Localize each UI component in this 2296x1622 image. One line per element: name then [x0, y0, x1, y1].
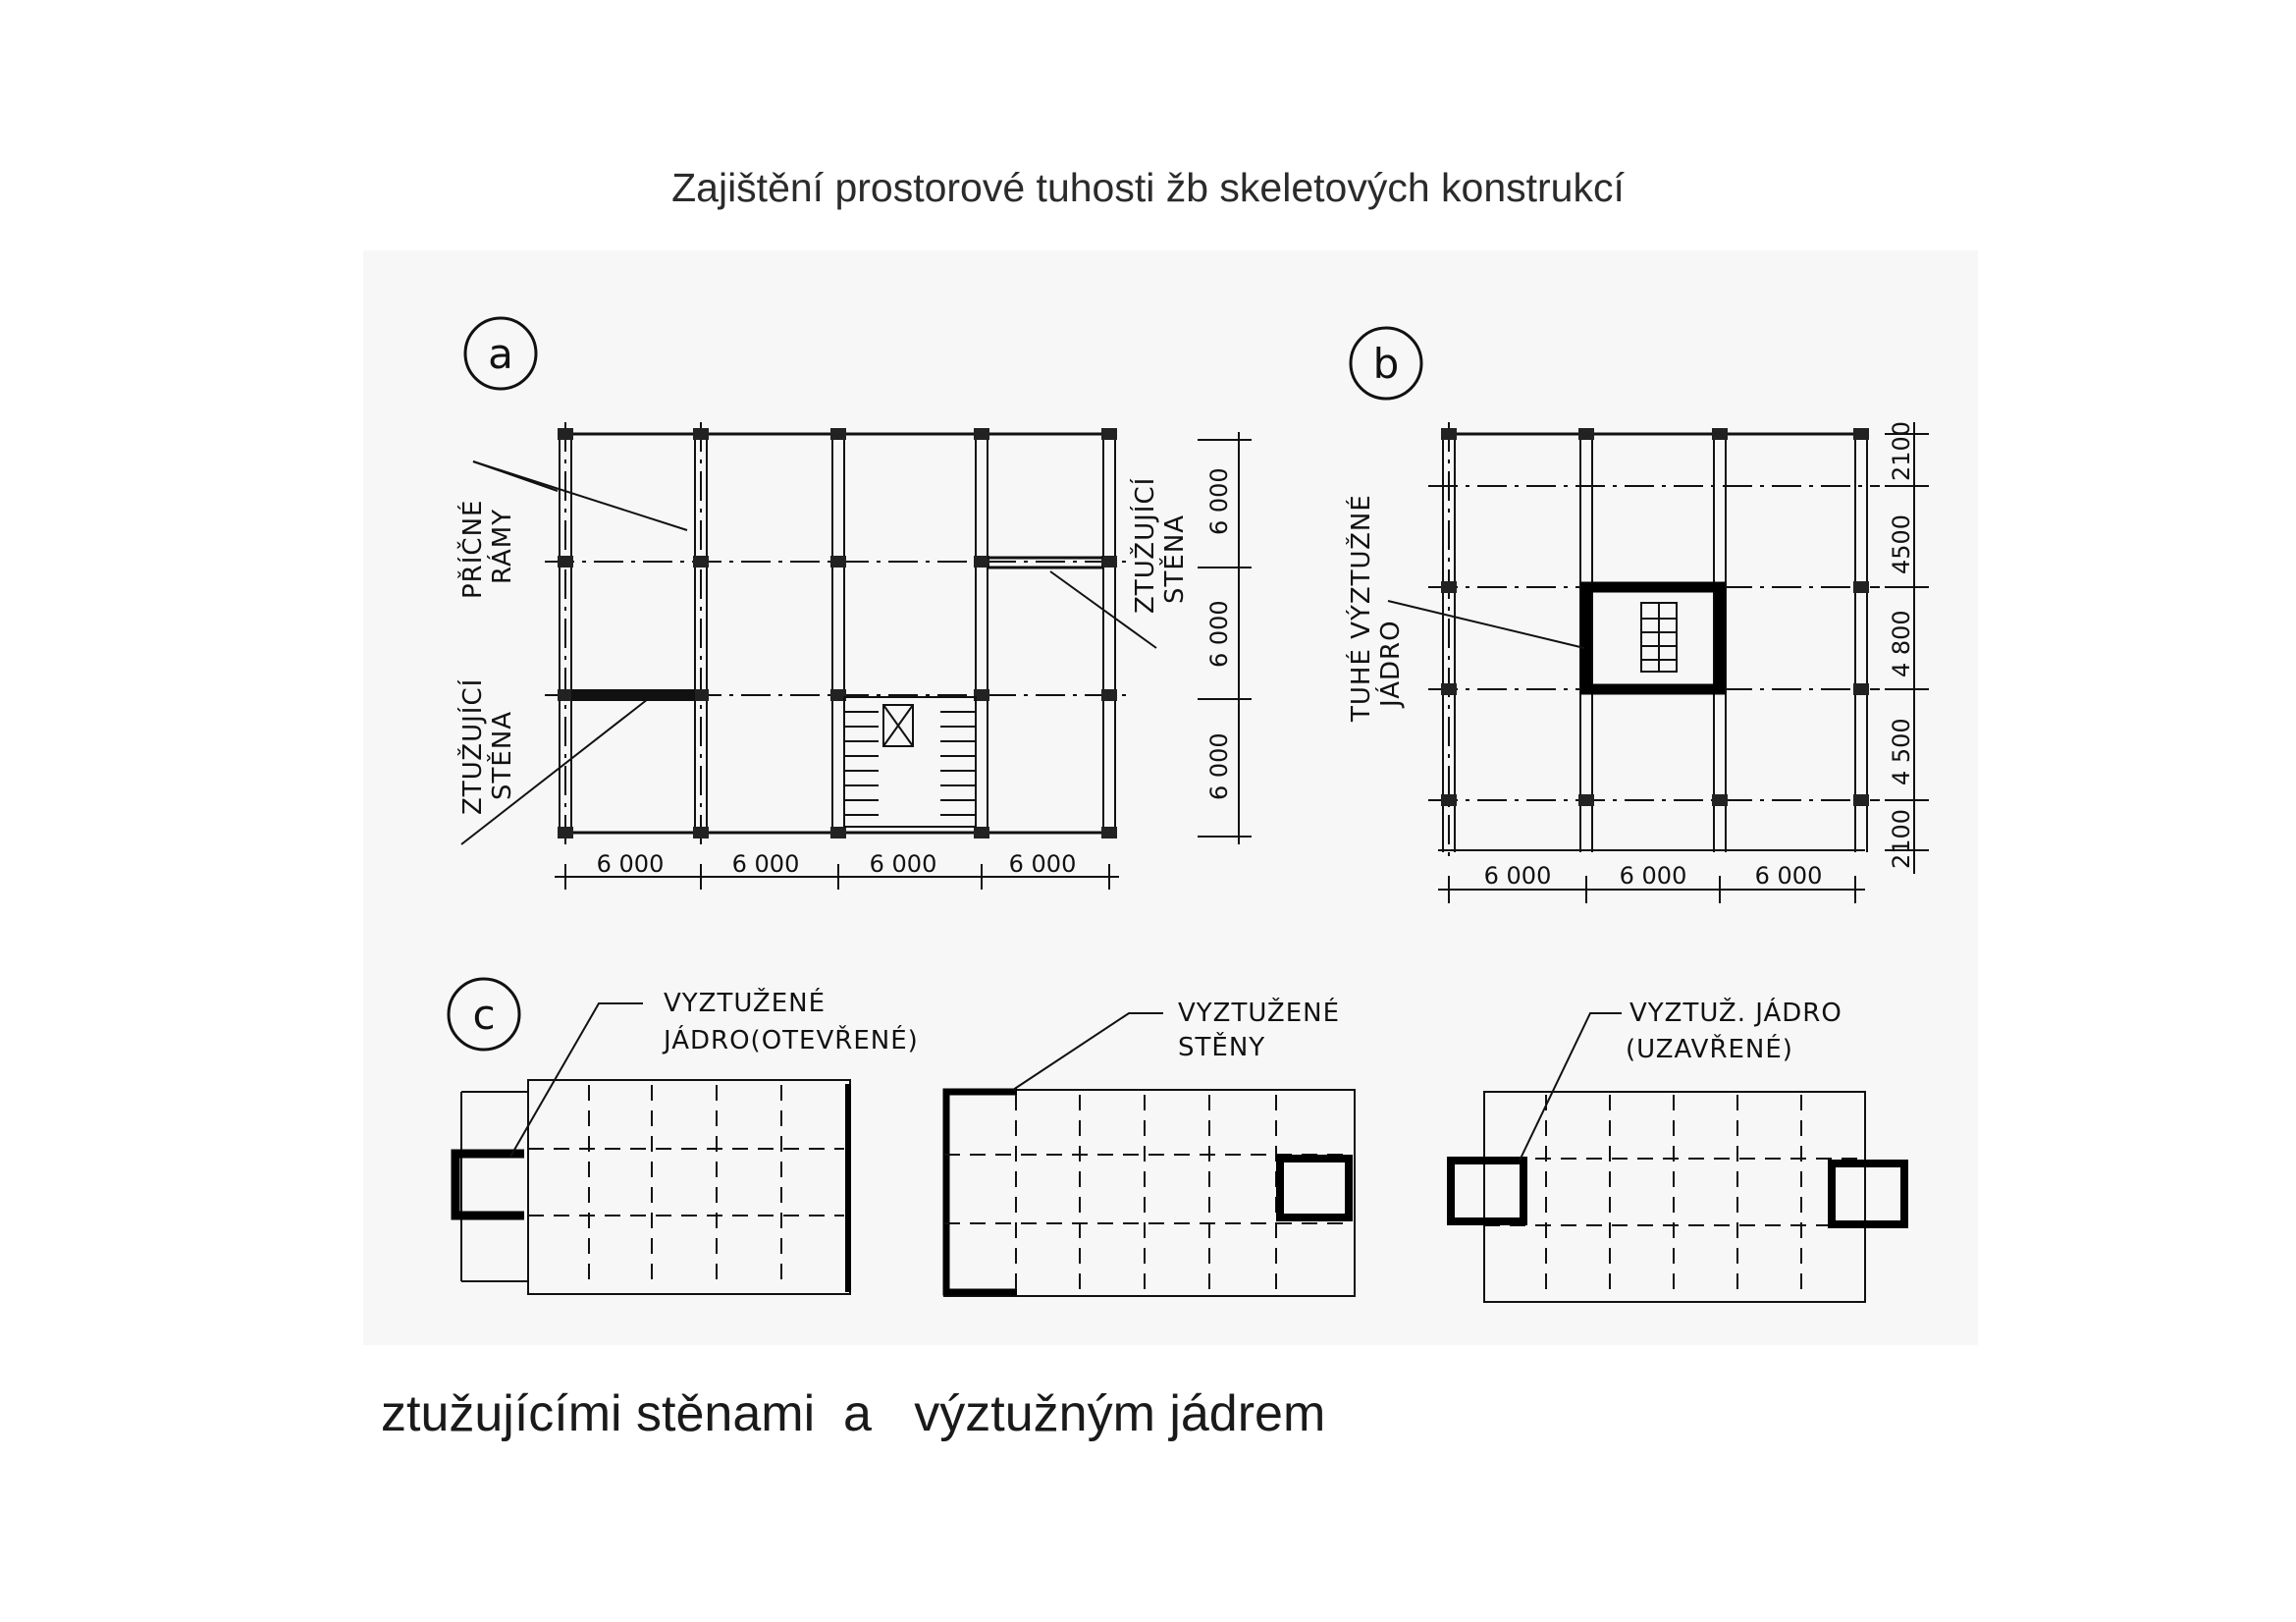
panel-a-dim-bottom-4: 6 000 [1008, 850, 1077, 878]
panel-b-dim-right-4: 4 500 [1888, 718, 1915, 785]
panel-c-closed-core-label-2: (UZAVŘENÉ) [1626, 1035, 1793, 1064]
panel-c-walls-label-1: VYZTUŽENÉ [1178, 999, 1341, 1028]
panel-c-open-core-label-1: VYZTUŽENÉ [664, 989, 827, 1018]
panel-c-tag: c [472, 991, 496, 1039]
panel-b-dim-right-2: 4500 [1888, 514, 1915, 574]
panel-b-dim-bottom-1: 6 000 [1483, 862, 1552, 890]
panel-a-frames-label-1: PŘÍČNÉ [458, 499, 488, 599]
panel-a-wall-right-label-1: ZTUŽUJÍCÍ [1131, 476, 1160, 614]
panel-a-tag: a [488, 330, 513, 378]
panel-b-tag: b [1372, 340, 1400, 388]
panel-b-dim-right-1: 2100 [1888, 420, 1915, 481]
panel-b-core-label-1: TUHÉ VÝZTUŽNÉ [1347, 494, 1376, 722]
panel-a-dim-bottom-2: 6 000 [731, 850, 800, 878]
panel-a-frames-label-2: RÁMY [488, 508, 517, 584]
page-caption: ztužujícími stěnami a výztužným jádrem [381, 1385, 1326, 1442]
panel-a-wall-right-label-2: STĚNA [1160, 514, 1190, 604]
panel-a-dim-right-2: 6 000 [1205, 600, 1233, 668]
panel-c-closed-core-label-1: VYZTUŽ. JÁDRO [1629, 999, 1842, 1028]
panel-a-dim-bottom-1: 6 000 [596, 850, 665, 878]
panel-b-core-label-2: JÁDRO [1376, 620, 1406, 707]
panel-b-dim-bottom-2: 6 000 [1619, 862, 1687, 890]
panel-b-dim-right-5: 2100 [1888, 808, 1915, 869]
panel-c-open-core-label-2: JÁDRO(OTEVŘENÉ) [664, 1026, 919, 1055]
panel-a-dim-right-1: 6 000 [1205, 467, 1233, 535]
panel-a-dim-bottom-3: 6 000 [869, 850, 937, 878]
scan-background [363, 250, 1978, 1345]
panel-a-wall-left-label-1: ZTUŽUJÍCÍ [458, 677, 488, 815]
panel-a-dim-right-3: 6 000 [1205, 732, 1233, 800]
panel-a-wall-left-label-2: STĚNA [488, 710, 517, 800]
panel-b-dim-right-3: 4 800 [1888, 610, 1915, 677]
panel-a-wall-left [571, 689, 695, 701]
panel-c-walls-label-2: STĚNY [1178, 1033, 1266, 1062]
panel-b-dim-bottom-3: 6 000 [1754, 862, 1823, 890]
page-title: Zajištění prostorové tuhosti žb skeletových konstrukcí [671, 165, 1625, 210]
